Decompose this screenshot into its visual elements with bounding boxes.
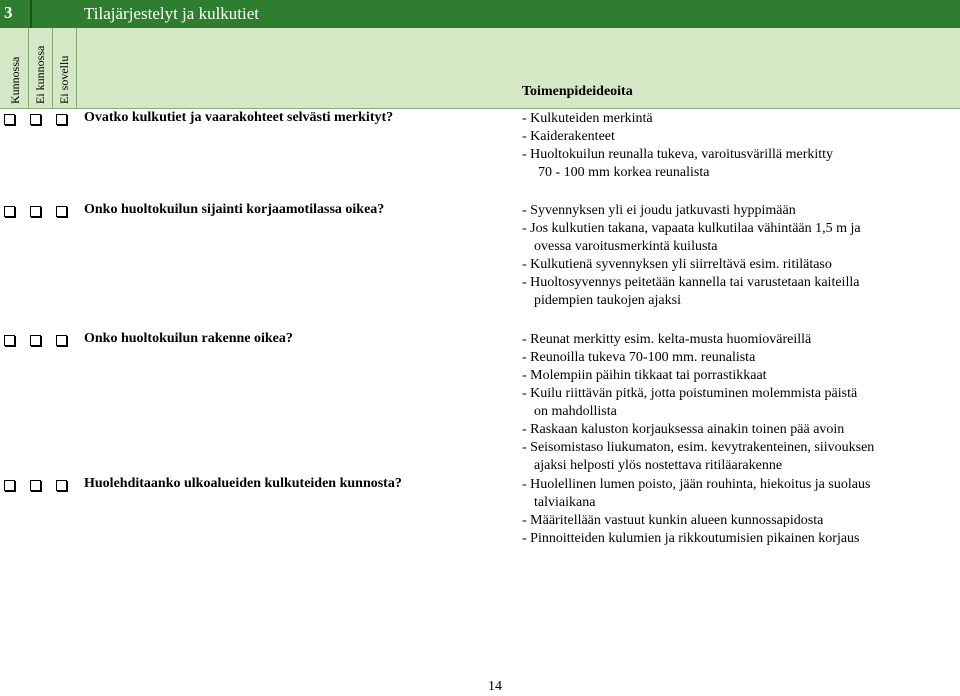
column-label-ei-sovellu: Ei sovellu xyxy=(57,55,71,104)
idea-line: - Kulkutienä syvennyksen yli siirreltävä esim. ritilätaso xyxy=(522,257,832,272)
idea-line: - Seisomistaso liukumaton, esim. kevytrakenteinen, siivouksen xyxy=(522,440,875,455)
section-title: Tilajärjestelyt ja kulkutiet xyxy=(84,4,260,23)
checkbox-ei-sovellu[interactable] xyxy=(56,114,67,125)
checkbox-ei-kunnossa[interactable] xyxy=(30,335,41,346)
idea-line: - Huolellinen lumen poisto, jään rouhinta, hiekoitus ja suolaus xyxy=(522,477,871,492)
column-label-ei-kunnossa: Ei kunnossa xyxy=(33,45,47,104)
idea-line: on mahdollista xyxy=(534,404,617,419)
idea-line: - Reunat merkitty esim. kelta-musta huomioväreillä xyxy=(522,332,812,347)
column-header-band xyxy=(0,28,960,108)
checkbox-kunnossa[interactable] xyxy=(4,114,15,125)
idea-line: ajaksi helposti ylös nostettava ritiläarakenne xyxy=(534,458,783,473)
section-header-bar xyxy=(0,0,960,28)
header-bottom-rule xyxy=(0,108,960,109)
checkbox-kunnossa[interactable] xyxy=(4,480,15,491)
idea-line: - Huoltokuilun reunalla tukeva, varoitusvärillä merkitty xyxy=(522,147,834,162)
section-divider xyxy=(30,0,32,28)
question-text: Huolehditaanko ulkoalueiden kulkuteiden kunnosta? xyxy=(84,476,402,491)
idea-line: - Kulkuteiden merkintä xyxy=(522,111,653,126)
question-text: Onko huoltokuilun sijainti korjaamotilassa oikea? xyxy=(84,202,385,217)
idea-line: - Kuilu riittävän pitkä, jotta poistuminen molemmista päistä xyxy=(522,386,858,401)
idea-line: - Syvennyksen yli ei joudu jatkuvasti hyppimään xyxy=(522,203,796,218)
checkbox-kunnossa[interactable] xyxy=(4,206,15,217)
idea-line: ovessa varoitusmerkintä kuilusta xyxy=(534,239,718,254)
idea-line: pidempien taukojen ajaksi xyxy=(534,293,681,308)
checkbox-ei-kunnossa[interactable] xyxy=(30,206,41,217)
question-text: Onko huoltokuilun rakenne oikea? xyxy=(84,331,293,346)
idea-line: - Raskaan kaluston korjauksessa ainakin toinen pää avoin xyxy=(522,422,845,437)
column-divider xyxy=(52,28,53,108)
idea-line: - Kaiderakenteet xyxy=(522,129,615,144)
ideas-column-header: Toimenpideideoita xyxy=(522,84,633,99)
page-number: 14 xyxy=(488,679,502,694)
checkbox-ei-kunnossa[interactable] xyxy=(30,114,41,125)
idea-line: - Määritellään vastuut kunkin alueen kunnossapidosta xyxy=(522,513,824,528)
checkbox-ei-kunnossa[interactable] xyxy=(30,480,41,491)
checkbox-ei-sovellu[interactable] xyxy=(56,335,67,346)
checkbox-ei-sovellu[interactable] xyxy=(56,480,67,491)
section-number: 3 xyxy=(4,3,13,22)
idea-line: - Molempiin päihin tikkaat tai porrastikkaat xyxy=(522,368,767,383)
checkbox-ei-sovellu[interactable] xyxy=(56,206,67,217)
checkbox-kunnossa[interactable] xyxy=(4,335,15,346)
idea-line: 70 - 100 mm korkea reunalista xyxy=(538,165,710,180)
column-divider xyxy=(76,28,77,108)
idea-line: - Huoltosyvennys peitetään kannella tai varustetaan kaiteilla xyxy=(522,275,860,290)
question-text: Ovatko kulkutiet ja vaarakohteet selvästi merkityt? xyxy=(84,110,394,125)
column-label-kunnossa: Kunnossa xyxy=(8,56,22,104)
idea-line: - Reunoilla tukeva 70-100 mm. reunalista xyxy=(522,350,756,365)
idea-line: - Jos kulkutien takana, vapaata kulkutilaa vähintään 1,5 m ja xyxy=(522,221,861,236)
idea-line: talviaikana xyxy=(534,495,596,510)
column-divider xyxy=(28,28,29,108)
idea-line: - Pinnoitteiden kulumien ja rikkoutumisien pikainen korjaus xyxy=(522,531,860,546)
